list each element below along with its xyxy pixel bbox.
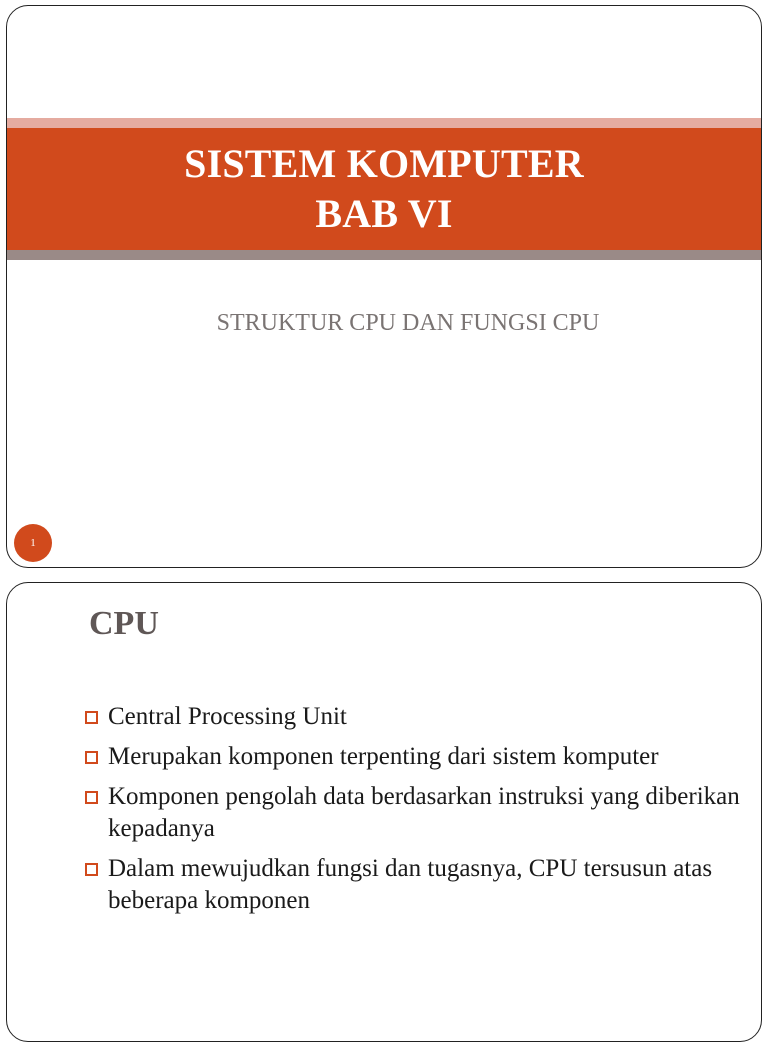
title-band: [7, 128, 761, 250]
list-item: [83, 741, 743, 773]
slide-title-line-1: SISTEM KOMPUTER: [184, 141, 584, 186]
slide-1: [6, 5, 762, 568]
list-item: [83, 781, 743, 845]
square-bullet-icon: [85, 751, 98, 764]
square-bullet-icon: [85, 863, 98, 876]
bullet-text: Merupakan komponen terpenting dari sistem komputer: [108, 743, 659, 770]
square-bullet-icon: [85, 711, 98, 724]
bullet-text: Central Processing Unit: [108, 703, 347, 730]
bullet-list: [83, 701, 743, 925]
list-item: [83, 701, 743, 733]
slide-title-line-2: BAB VI: [315, 191, 453, 236]
slide-subtitle: STRUKTUR CPU DAN FUNGSI CPU: [216, 310, 600, 336]
square-bullet-icon: [85, 791, 98, 804]
bullet-text: Dalam mewujudkan fungsi dan tugasnya, CPU tersusun atas beberapa komponen: [108, 855, 713, 914]
slide-2: [6, 582, 762, 1042]
list-item: [83, 853, 743, 917]
slide-heading: CPU: [89, 605, 159, 642]
bullet-text: Komponen pengolah data berdasarkan instruksi yang diberikan kepadanya: [108, 783, 740, 842]
page-number-badge: 1: [14, 524, 52, 562]
title-band-top-stripe: [7, 118, 761, 128]
title-band-bottom-stripe: [7, 250, 761, 260]
